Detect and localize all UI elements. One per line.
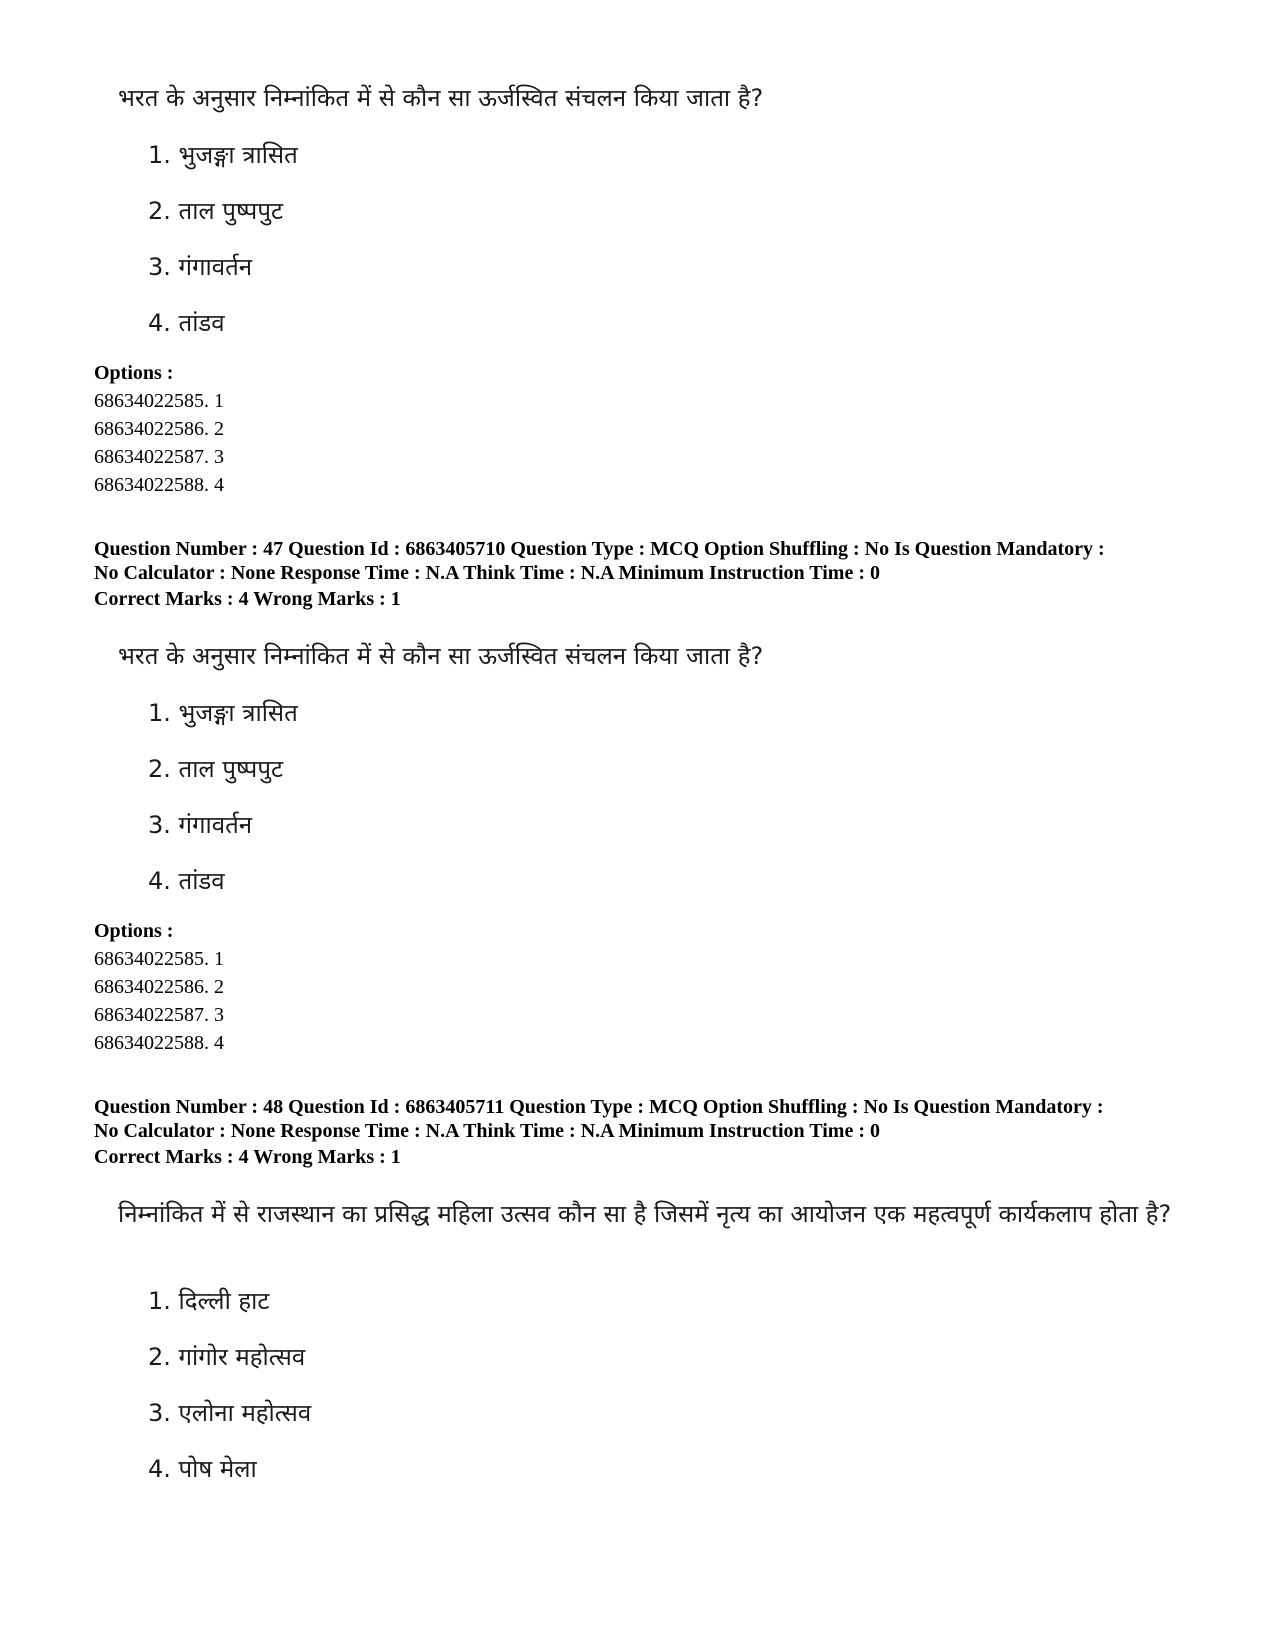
option-id: 68634022587. 3 — [94, 1004, 224, 1026]
answer-choice: 1. भुजङ्गा त्रासित — [148, 141, 298, 169]
option-id: 68634022585. 1 — [94, 948, 224, 970]
option-id: 68634022585. 1 — [94, 390, 224, 412]
answer-choice: 3. गंगावर्तन — [148, 811, 253, 839]
answer-choice: 4. पोष मेला — [148, 1455, 257, 1483]
answer-choice: 4. तांडव — [148, 309, 225, 337]
answer-choice: 2. ताल पुष्पपुट — [148, 197, 284, 225]
question-header — [94, 1095, 1214, 1143]
option-id: 68634022586. 2 — [94, 976, 224, 998]
answer-choice: 1. भुजङ्गा त्रासित — [148, 699, 298, 727]
answer-choice: 1. दिल्ली हाट — [148, 1287, 270, 1315]
option-id: 68634022586. 2 — [94, 418, 224, 440]
answer-choice: 3. गंगावर्तन — [148, 253, 253, 281]
question-text: भरत के अनुसार निम्नांकित में से कौन सा ऊर्जस्वित संचलन किया जाता है? — [118, 84, 764, 112]
options-label: Options : — [94, 920, 174, 942]
question-header-line: Question Number : 48 Question Id : 6863405711 Question Type : MCQ Option Shuffling : No Is Question Mandatory : — [94, 1096, 1104, 1118]
question-header — [94, 537, 1214, 585]
marks-line: Correct Marks : 4 Wrong Marks : 1 — [94, 1146, 401, 1168]
question-header-line: No Calculator : None Response Time : N.A Think Time : N.A Minimum Instruction Time : 0 — [94, 562, 880, 584]
answer-choice: 2. गांगोर महोत्सव — [148, 1343, 306, 1371]
question-text: भरत के अनुसार निम्नांकित में से कौन सा ऊर्जस्वित संचलन किया जाता है? — [118, 642, 764, 670]
option-id: 68634022588. 4 — [94, 474, 224, 496]
answer-choice: 2. ताल पुष्पपुट — [148, 755, 284, 783]
answer-choice: 4. तांडव — [148, 867, 225, 895]
question-header-line: No Calculator : None Response Time : N.A Think Time : N.A Minimum Instruction Time : 0 — [94, 1120, 880, 1142]
question-header-line: Question Number : 47 Question Id : 6863405710 Question Type : MCQ Option Shuffling : No Is Question Mandatory : — [94, 538, 1105, 560]
options-label: Options : — [94, 362, 174, 384]
option-id: 68634022588. 4 — [94, 1032, 224, 1054]
option-id: 68634022587. 3 — [94, 446, 224, 468]
answer-choice: 3. एलोना महोत्सव — [148, 1399, 312, 1427]
marks-line: Correct Marks : 4 Wrong Marks : 1 — [94, 588, 401, 610]
question-text: निम्नांकित में से राजस्थान का प्रसिद्ध महिला उत्सव कौन सा है जिसमें नृत्य का आयोजन एक महत्वपूर्ण कार्यकलाप होता है? — [118, 1200, 1172, 1228]
